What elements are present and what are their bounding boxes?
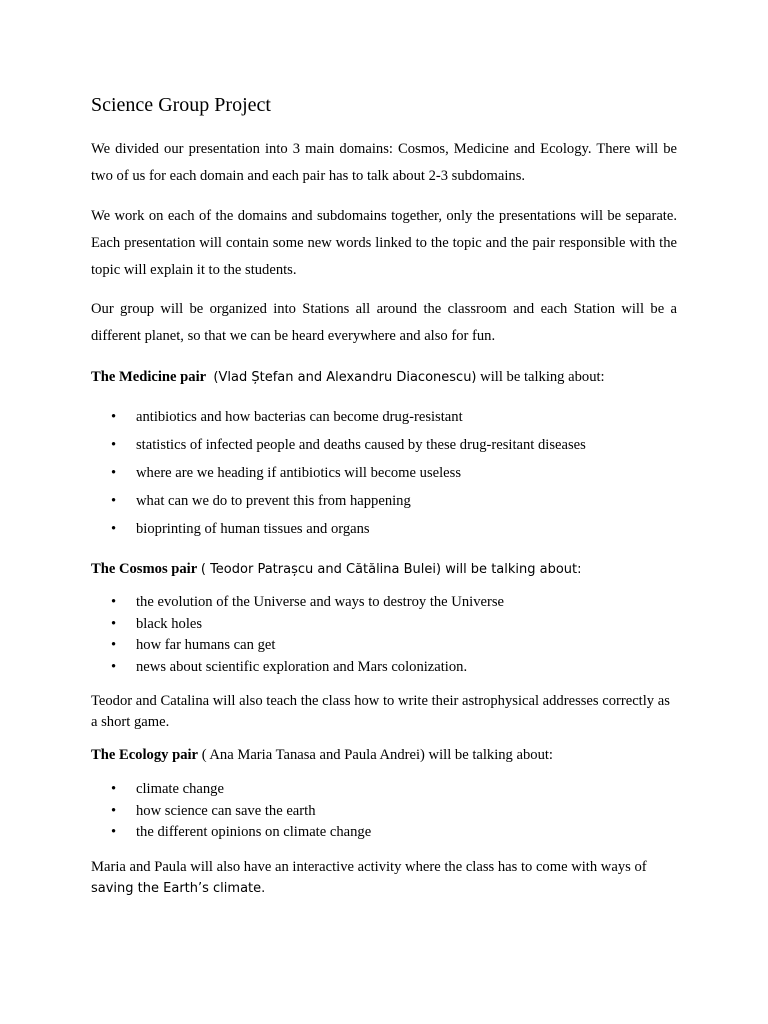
ecology-topic-list [111,779,371,844]
ecology-heading: The Ecology pair [91,747,199,763]
cosmos-topic-list [111,592,504,678]
ecology-lead [91,745,553,765]
ecology-note [91,857,677,899]
list-item: • antibiotics and how bacterias can become drug-resistant [111,403,586,431]
list-item: • the evolution of the Universe and ways to destroy the Universe [111,592,504,614]
stations-paragraph: Our group will be organized into Stations all around the classroom and each Station will be a different planet, so that we can be heard everywhere and also for fun. [91,301,677,344]
list-item: • how science can save the earth [111,801,371,823]
cosmos-note: Teodor and Catalina will also teach the class how to write their astrophysical addresses correctly as a short game. [91,693,670,730]
collaboration-paragraph: We work on each of the domains and subdomains together, only the presentations will be separate. Each presentation will contain some new words linked to the topic and the pair responsible with the topic will explain it to the students. [91,208,677,278]
medicine-topic-list [111,403,586,543]
cosmos-names: ( Teodor Patrașcu and Cătălina Bulei) will be talking about: [200,562,582,577]
intro-paragraph: We divided our presentation into 3 main domains: Cosmos, Medicine and Ecology. There will be two of us for each domain and each pair has to talk about 2-3 subdomains. [91,141,677,184]
ecology-note-tail: saving the Earth’s climate. [91,881,266,896]
list-item: • the different opinions on climate change [111,822,371,844]
cosmos-heading: The Cosmos pair [91,561,198,577]
medicine-lead [91,367,605,388]
list-item: • how far humans can get [111,635,504,657]
list-item: • where are we heading if antibiotics will become useless [111,459,586,487]
list-item: • bioprinting of human tissues and organs [111,515,586,543]
list-item: • climate change [111,779,371,801]
list-item: • what can we do to prevent this from happening [111,487,586,515]
list-item: • statistics of infected people and deaths caused by these drug-resitant diseases [111,431,586,459]
cosmos-lead [91,559,582,580]
list-item: • news about scientific exploration and Mars colonization. [111,657,504,679]
ecology-names: ( Ana Maria Tanasa and Paula Andrei) will be talking about: [201,747,553,763]
medicine-names: (Vlad Ștefan and Alexandru Diaconescu) [213,370,477,385]
medicine-heading: The Medicine pair [91,369,207,385]
medicine-tail: will be talking about: [480,369,605,385]
document-title: Science Group Project [91,94,271,116]
ecology-note-main: Maria and Paula will also have an interactive activity where the class has to come with ways of [91,859,647,875]
list-item: • black holes [111,614,504,636]
